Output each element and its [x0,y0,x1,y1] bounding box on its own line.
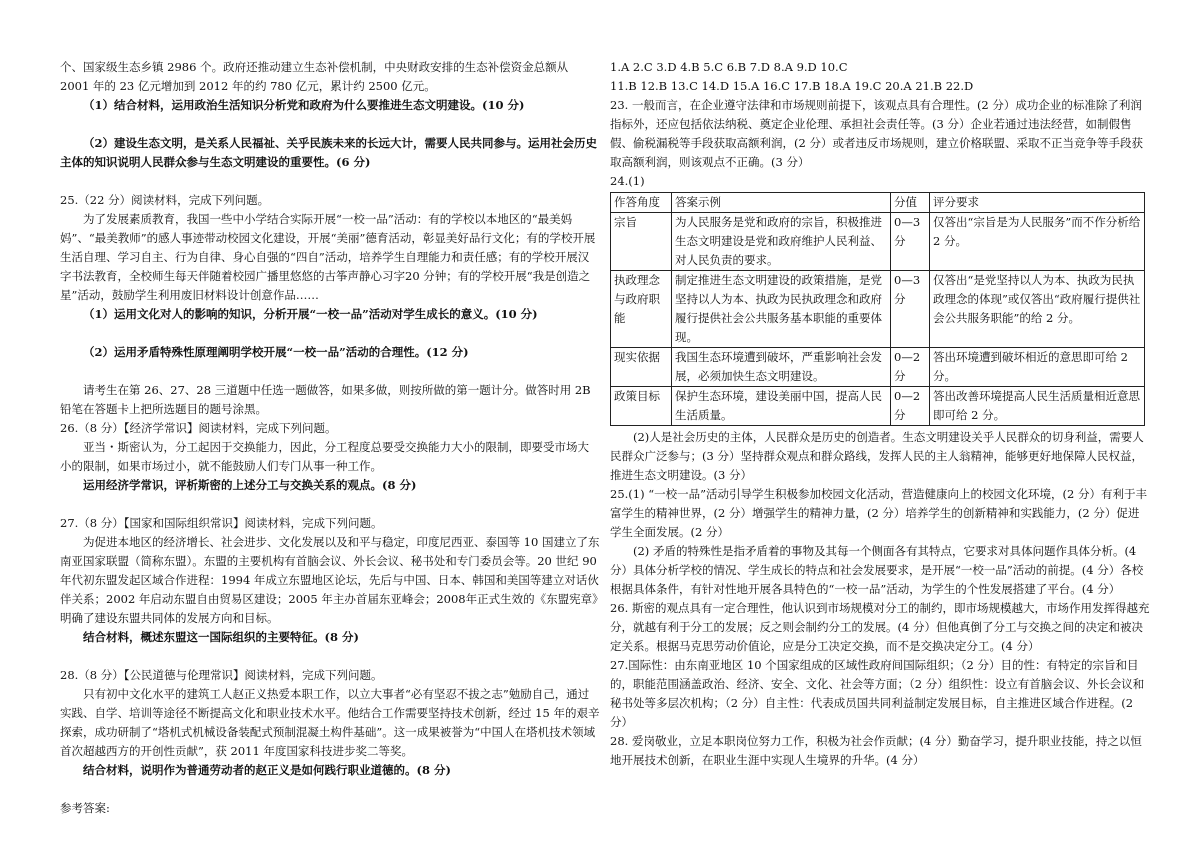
question-27-material: 为促进本地区的经济增长、社会进步、文化发展以及和平与稳定，印度尼西亚、泰国等 10 国建立了东南亚国家联盟（简称东盟）。东盟的主要机构有首脑会议、外长会议、秘书处和专门委员会等。20 世纪 90 年代初东盟发起区域合作进程：1994 年成立东盟地区论坛，先后与中国、日本、韩国和美国等建立对话伙伴关系；2002 年启动东盟自由贸易区建设；2005 年主办首届东亚峰会；2008年正式生效的《东盟宪章》明确了建设东盟共同体的发展方向和目标。 [60,535,600,625]
header-angle: 作答角度 [611,193,672,213]
choose-question-note: 请考生在第 26、27、28 三道题中任选一题做答，如果多做，则按所做的第一题计分。做答时用 2B 铅笔在答题卡上把所选题目的题号涂黑。 [60,383,591,416]
table-row [611,348,1145,387]
table-cell: 仅答出“宗旨是为人民服务”而不作分析给 2 分。 [930,213,1145,271]
left-column [60,58,600,818]
header-requirement: 评分要求 [930,193,1145,213]
table-cell: 宗旨 [611,213,672,271]
question-26-material: 亚当・斯密认为，分工起因于交换能力，因此，分工程度总要受交换能力大小的限制，即要受市场大小的限制，如果市场过小，就不能鼓励人们专门从事一种工作。 [60,440,589,473]
table-cell: 仅答出“是党坚持以人为本、执政为民执政理念的体现”或仅答出“政府履行提供社会公共服务职能”的给 2 分。 [930,271,1145,348]
table-cell: 0—3分 [891,271,930,348]
intro-line-2: 2001 年的 23 亿元增加到 2012 年的约 780 亿元，累计约 2500 亿元。 [60,79,436,93]
header-score: 分值 [891,193,930,213]
right-column [610,58,1150,770]
reference-answer-label: 参考答案: [60,801,110,815]
question-27-ask: 结合材料，概述东盟这一国际组织的主要特征。(8 分) [83,630,359,644]
answer-26: 26. 斯密的观点具有一定合理性，他认识到市场规模对分工的制约，即市场规模越大，市场作用发挥得越充分，就越有利于分工的发展；反之则会制约分工的发展。(4 分）但他真倒了分工与交换之间的决定和被决定关系。根据马克思劳动价值论，应是分工决定交换，而不是交换决定分工。(4 分） [610,601,1150,653]
question-25-part-2: （2）运用矛盾特殊性原理阐明学校开展“一校一品”活动的合理性。(12 分) [83,345,469,359]
intro-line-1: 个、国家级生态乡镇 2986 个。政府还推动建立生态补偿机制，中央财政安排的生态补偿资金总额从 [60,60,569,74]
question-24-part-1: （1）结合材料，运用政治生活知识分析党和政府为什么要推进生态文明建设。(10 分) [83,98,525,112]
question-25-material: 为了发展素质教育，我国一些中小学结合实际开展“一校一品”活动：有的学校以本地区的“最美妈妈”、“最美教师”的感人事迹带动校园文化建设，开展“美丽”德育活动，彰显美好品行文化；有的学校开展生活自理、学习自主、行为自律、身心自强的“四自”活动，培养学生自理能力和责任感；有的学校开展汉字书法教育，全校师生每天伴随着校园广播里悠悠的古筝声静心习字20 分钟；有的学校开展“我是创造之星”活动，鼓励学生利用废旧材料设计创意作品…… [60,212,596,302]
table-cell: 0—2分 [891,387,930,426]
scoring-table [610,192,1145,426]
table-cell: 0—3分 [891,213,930,271]
table-cell: 现实依据 [611,348,672,387]
answer-25-part-1: 25.(1) “一校一品”活动引导学生积极参加校园文化活动，营造健康向上的校园文化环境，(2 分）有利于丰富学生的精神世界，(2 分）增强学生的精神力量，(2 分）培养学生的创新精神和实践能力，(2 分）促进学生全面发展。(2 分） [610,487,1147,539]
question-26-title: 26.（8 分）【经济学常识】阅读材料，完成下列问题。 [60,421,337,435]
question-28-material: 只有初中文化水平的建筑工人赵正义热爱本职工作，以立大事者“必有坚忍不拔之志”勉励自己，通过实践、自学、培训等途径不断提高文化和职业技术水平。他结合工作需要坚持技术创新，经过 15 年的艰辛探索，成功研制了“塔机式机械设备装配式预制混凝土构件基础”。这一成果被誉为“中国人在塔机技术领域首次超越西方的开创性贡献”，获 2011 年度国家科技进步奖二等奖。 [60,687,600,758]
table-cell: 执政理念与政府职能 [611,271,672,348]
answer-27: 27.国际性：由东南亚地区 10 个国家组成的区域性政府间国际组织；（2 分）目的性：有特定的宗旨和目的，职能范围涵盖政治、经济、安全、文化、社会等方面；（2 分）组织性：设立有首脑会议、外长会议和秘书处等多层次机构；（2 分）自主性：代表成员国共同利益制定发展目标，自主推进区域合作进程。(2 分） [610,658,1145,729]
answer-24-part-2: (2)人是社会历史的主体，人民群众是历史的创造者。生态文明建设关乎人民群众的切身利益，需要人民群众广泛参与；(3 分）坚持群众观点和群众路线，发挥人民的主人翁精神，能够更好地保障人民权益，推进生态文明建设。(3 分） [610,430,1144,482]
question-26-ask: 运用经济学常识，评析斯密的上述分工与交换关系的观点。(8 分) [83,478,417,492]
answer-23: 23. 一般而言，在企业遵守法律和市场规则前提下，该观点具有合理性。(2 分）成功企业的标准除了利润指标外，还应包括依法纳税、奠定企业伦理、承担社会责任等。(3 分）企业若通过违法经营，如制假售假、偷税漏税等手段获取高额利润，(2 分）或者违反市场规则，建立价格联盟、采取不正当竞争等手段获取高额利润，则该观点不正确。(3 分） [610,98,1143,169]
table-row [611,387,1145,426]
table-cell: 政策目标 [611,387,672,426]
mc-answers-line-1: 1.A 2.C 3.D 4.B 5.C 6.B 7.D 8.A 9.D 10.C [610,60,848,74]
answer-24-label: 24.(1) [610,174,645,188]
answer-25-part-2: (2) 矛盾的特殊性是指矛盾着的事物及其每一个侧面各有其特点，它要求对具体问题作具体分析。(4 分）具体分析学校的情况、学生成长的特点和社会发展要求，是开展“一校一品”活动的前提。(4 分）各校根据具体条件，有针对性地开展各具特色的“一校一品”活动，为学生的个性发展搭建了平台。(4 分） [610,544,1144,596]
table-cell: 我国生态环境遭到破坏，严重影响社会发展，必须加快生态文明建设。 [672,348,891,387]
answer-28: 28. 爱岗敬业，立足本职岗位努力工作，积极为社会作贡献；(4 分）勤奋学习，提升职业技能，持之以恒地开展技术创新，在职业生涯中实现人生境界的升华。(4 分） [610,734,1142,767]
question-25-part-1: （1）运用文化对人的影响的知识，分析开展“一校一品”活动对学生成长的意义。(10 分) [83,307,538,321]
table-cell: 0—2分 [891,348,930,387]
table-cell: 答出改善环境提高人民生活质量相近意思即可给 2 分。 [930,387,1145,426]
table-row [611,213,1145,271]
table-cell: 答出环境遭到破坏相近的意思即可给 2 分。 [930,348,1145,387]
table-row [611,271,1145,348]
question-28-title: 28.（8 分）【公民道德与伦理常识】阅读材料，完成下列问题。 [60,668,383,682]
scoring-table-header [611,193,1145,213]
mc-answers-line-2: 11.B 12.B 13.C 14.D 15.A 16.C 17.B 18.A 19.C 20.A 21.B 22.D [610,79,974,93]
header-example: 答案示例 [672,193,891,213]
question-24-part-2: （2）建设生态文明，是关系人民福祉、关乎民族未来的长远大计，需要人民共同参与。运用社会历史主体的知识说明人民群众参与生态文明建设的重要性。(6 分) [60,136,597,169]
question-27-title: 27.（8 分）【国家和国际组织常识】阅读材料，完成下列问题。 [60,516,383,530]
table-cell: 制定推进生态文明建设的政策措施，是党坚持以人为本、执政为民执政理念和政府履行提供社会公共服务基本职能的重要体现。 [672,271,891,348]
table-cell: 保护生态环境，建设美丽中国，提高人民生活质量。 [672,387,891,426]
table-cell: 为人民服务是党和政府的宗旨，积极推进生态文明建设是党和政府维护人民利益、对人民负责的要求。 [672,213,891,271]
question-28-ask: 结合材料，说明作为普通劳动者的赵正义是如何践行职业道德的。(8 分) [83,763,451,777]
question-25-title: 25.（22 分）阅读材料，完成下列问题。 [60,193,270,207]
